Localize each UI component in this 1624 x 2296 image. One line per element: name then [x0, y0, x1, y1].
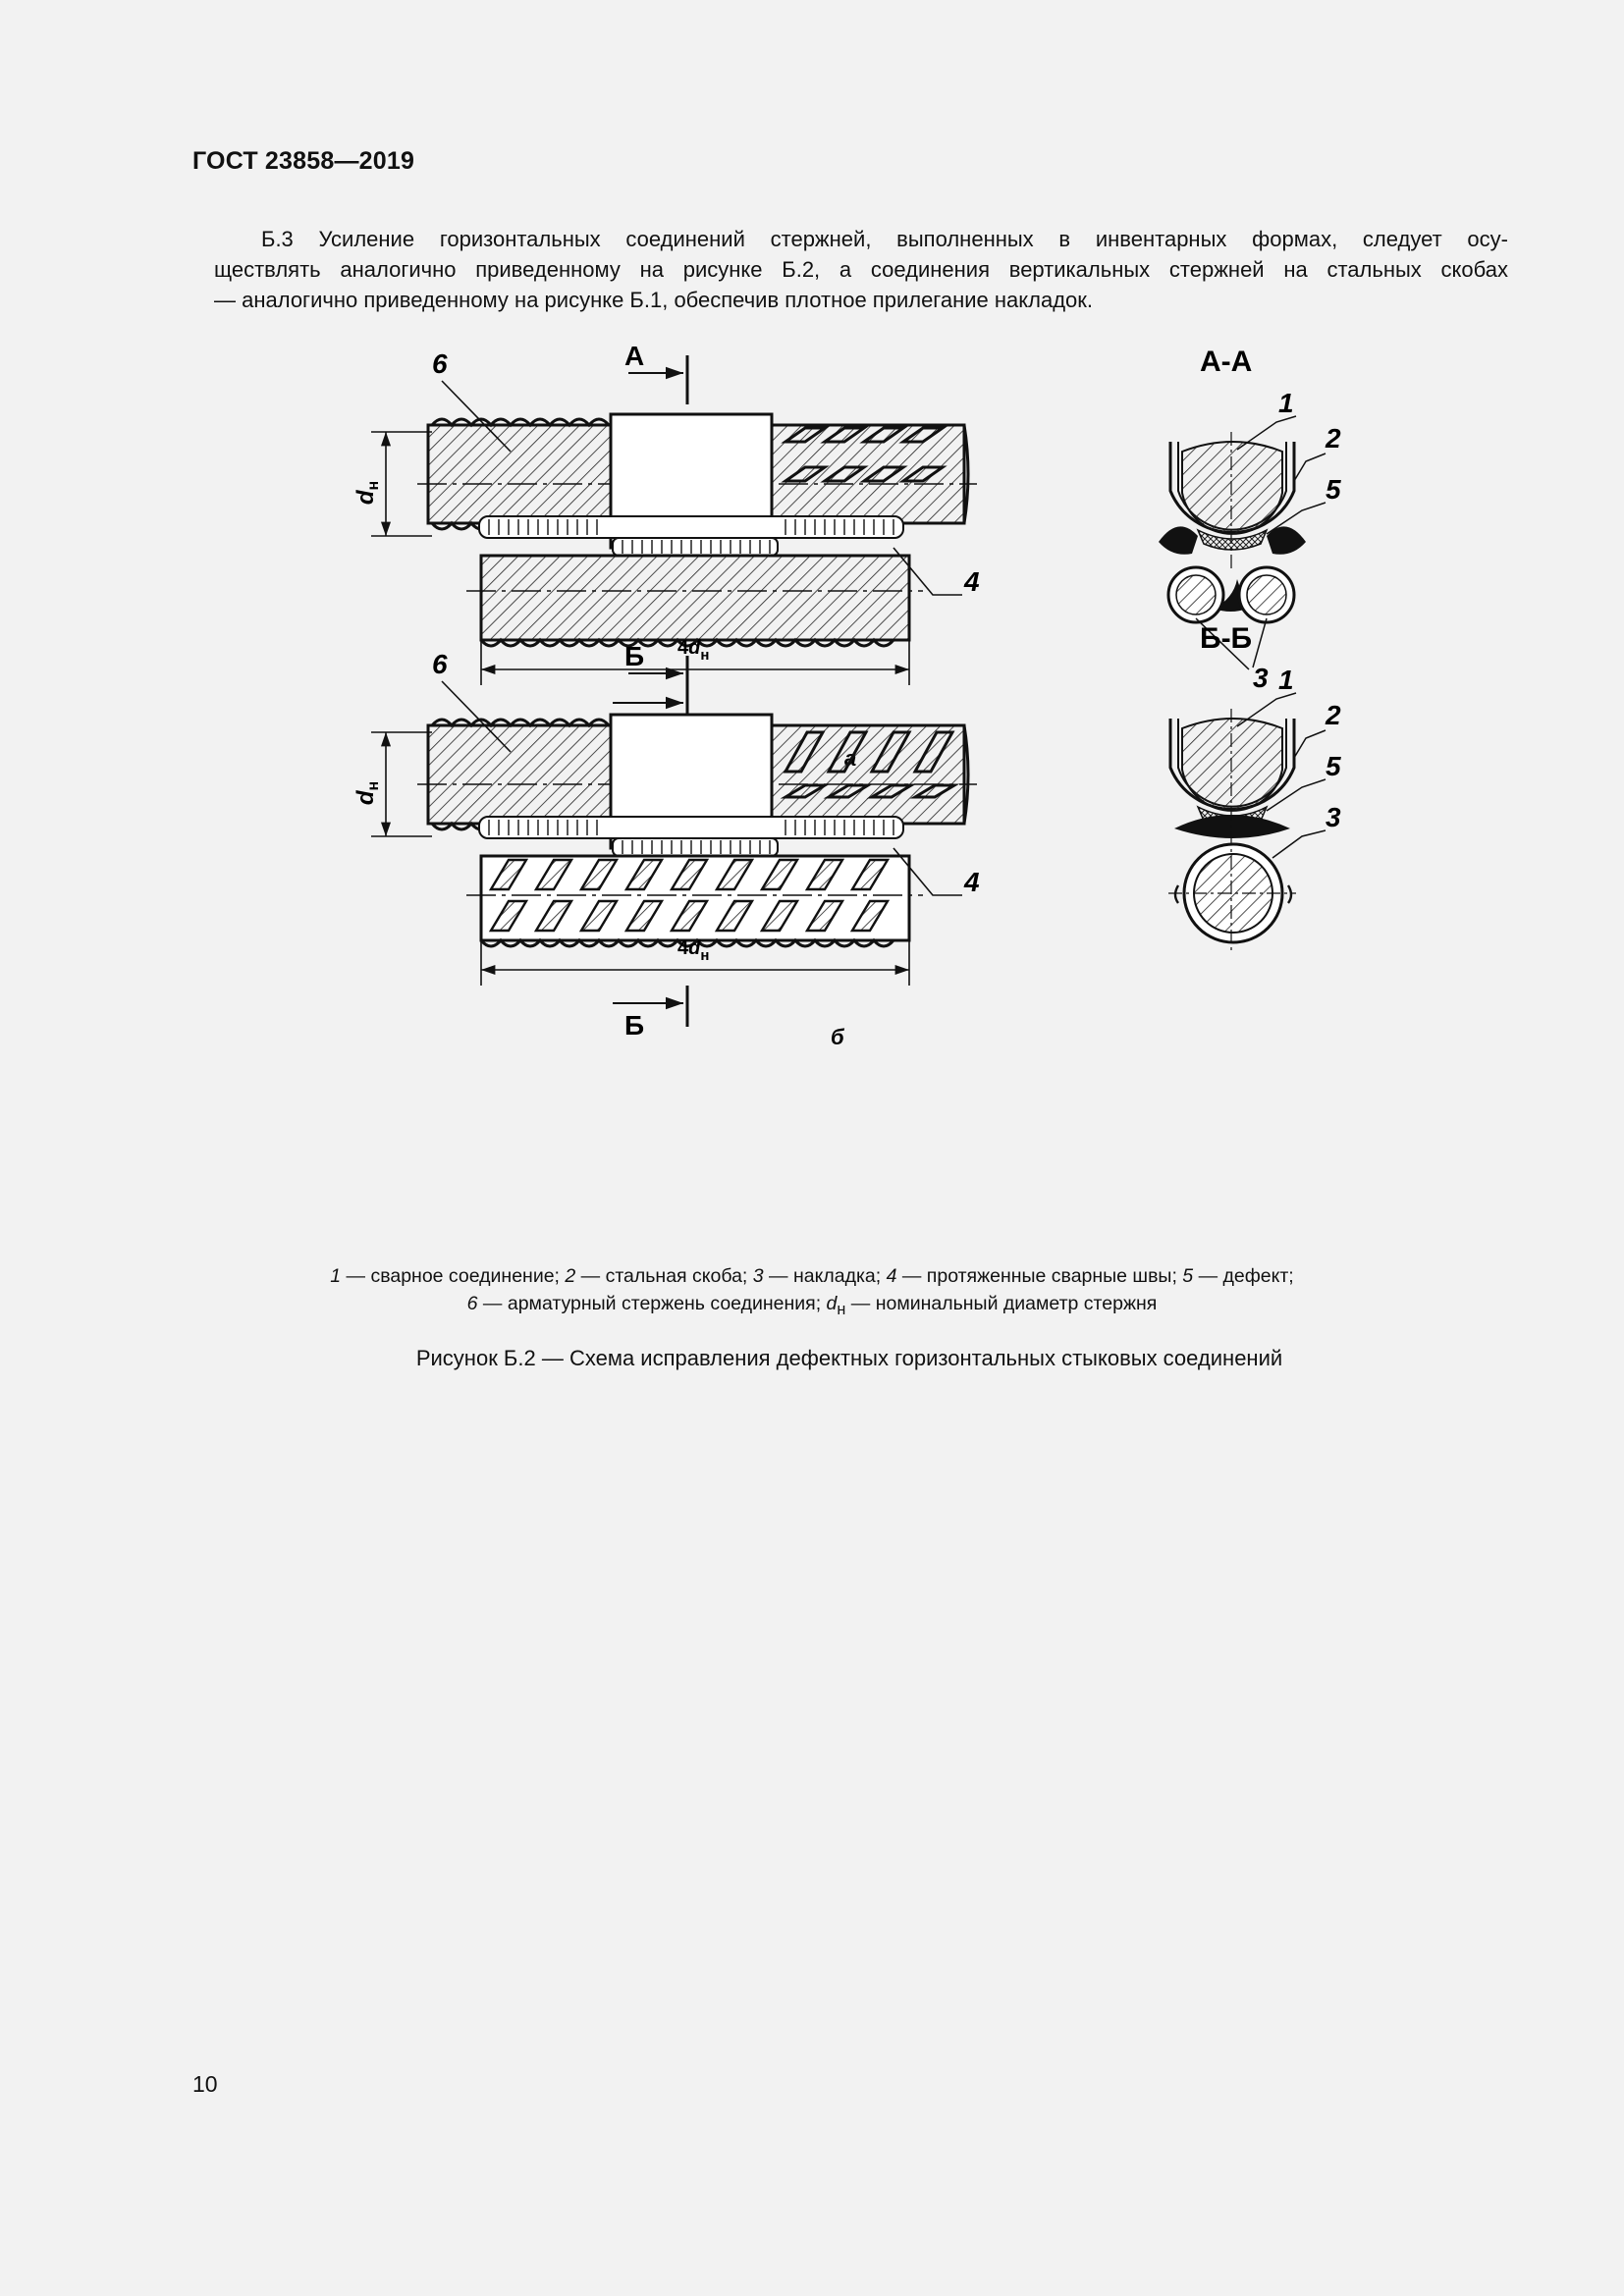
- callout-4-b: 4: [964, 867, 980, 897]
- legend-line-2: 6 — арматурный стержень соединения; $d_н$ — номинальный диаметр стержня: [466, 1293, 1158, 1318]
- page-number: 10: [192, 2071, 218, 2097]
- callout-5-bb: 5: [1326, 751, 1341, 781]
- sublabel-b: б: [831, 1025, 844, 1049]
- svg-text:dн: [352, 481, 382, 505]
- elevation-a: [352, 341, 980, 771]
- callout-3-aa: 3: [1253, 663, 1269, 693]
- callout-1-aa: 1: [1278, 388, 1294, 418]
- cut-label-a-top: А: [624, 341, 645, 371]
- document-header: ГОСТ 23858—2019: [192, 147, 415, 175]
- callout-2-aa: 2: [1326, 423, 1341, 454]
- paragraph-line: ществлять аналогично приведенному на рисунке Б.2, а соединения вертикальных стержней на стальных скобах: [214, 257, 1508, 282]
- paragraph-line: — аналогично приведенному на рисунке Б.1, обеспечив плотное прилегание накладок.: [214, 288, 1094, 312]
- dim-d-sub: н: [365, 480, 382, 491]
- cut-label-b-bottom: Б: [624, 1010, 645, 1041]
- callout-4-a: 4: [964, 566, 980, 597]
- lower-bar: [466, 556, 923, 646]
- callout-5-aa: 5: [1326, 474, 1341, 505]
- dim-len-prefix: 4: [677, 637, 689, 659]
- callout-1-bb: 1: [1278, 665, 1294, 695]
- section-title-b-b: Б-Б: [1200, 622, 1253, 655]
- cut-label-b-top: Б: [624, 641, 645, 671]
- dim-d-label: d: [352, 490, 379, 506]
- dim-d-sub: н: [365, 780, 382, 791]
- paragraph-line: Б.3 Усиление горизонтальных соединений стержней, выполненных в инвентарных формах, следует осу-: [261, 227, 1508, 251]
- dim-len-prefix: 4: [677, 937, 689, 959]
- callout-6-b: 6: [432, 649, 448, 679]
- dim-len-sub: н: [700, 947, 710, 964]
- dim-len-d: d: [688, 937, 701, 959]
- callout-3-bb: 3: [1326, 802, 1341, 832]
- callout-2-bb: 2: [1326, 700, 1341, 730]
- dim-len-d: d: [688, 637, 701, 659]
- paragraph-b3: [214, 224, 1508, 315]
- figure-legend: [0, 1262, 1624, 1323]
- callout-6-a: 6: [432, 348, 448, 379]
- svg-text:dн: [352, 781, 382, 805]
- figure-b2: [0, 324, 1624, 1256]
- section-title-a-a: А-А: [1200, 346, 1253, 378]
- lower-bar: [466, 856, 923, 946]
- dim-len-sub: н: [700, 647, 710, 664]
- legend-line-1: 1 — сварное соединение; 2 — стальная скоба; 3 — накладка; 4 — протяженные сварные швы; 5 — дефект;: [330, 1265, 1294, 1287]
- dim-d-label: d: [352, 790, 379, 806]
- figure-caption: Рисунок Б.2 — Схема исправления дефектных горизонтальных стыковых соединений: [415, 1346, 1283, 1370]
